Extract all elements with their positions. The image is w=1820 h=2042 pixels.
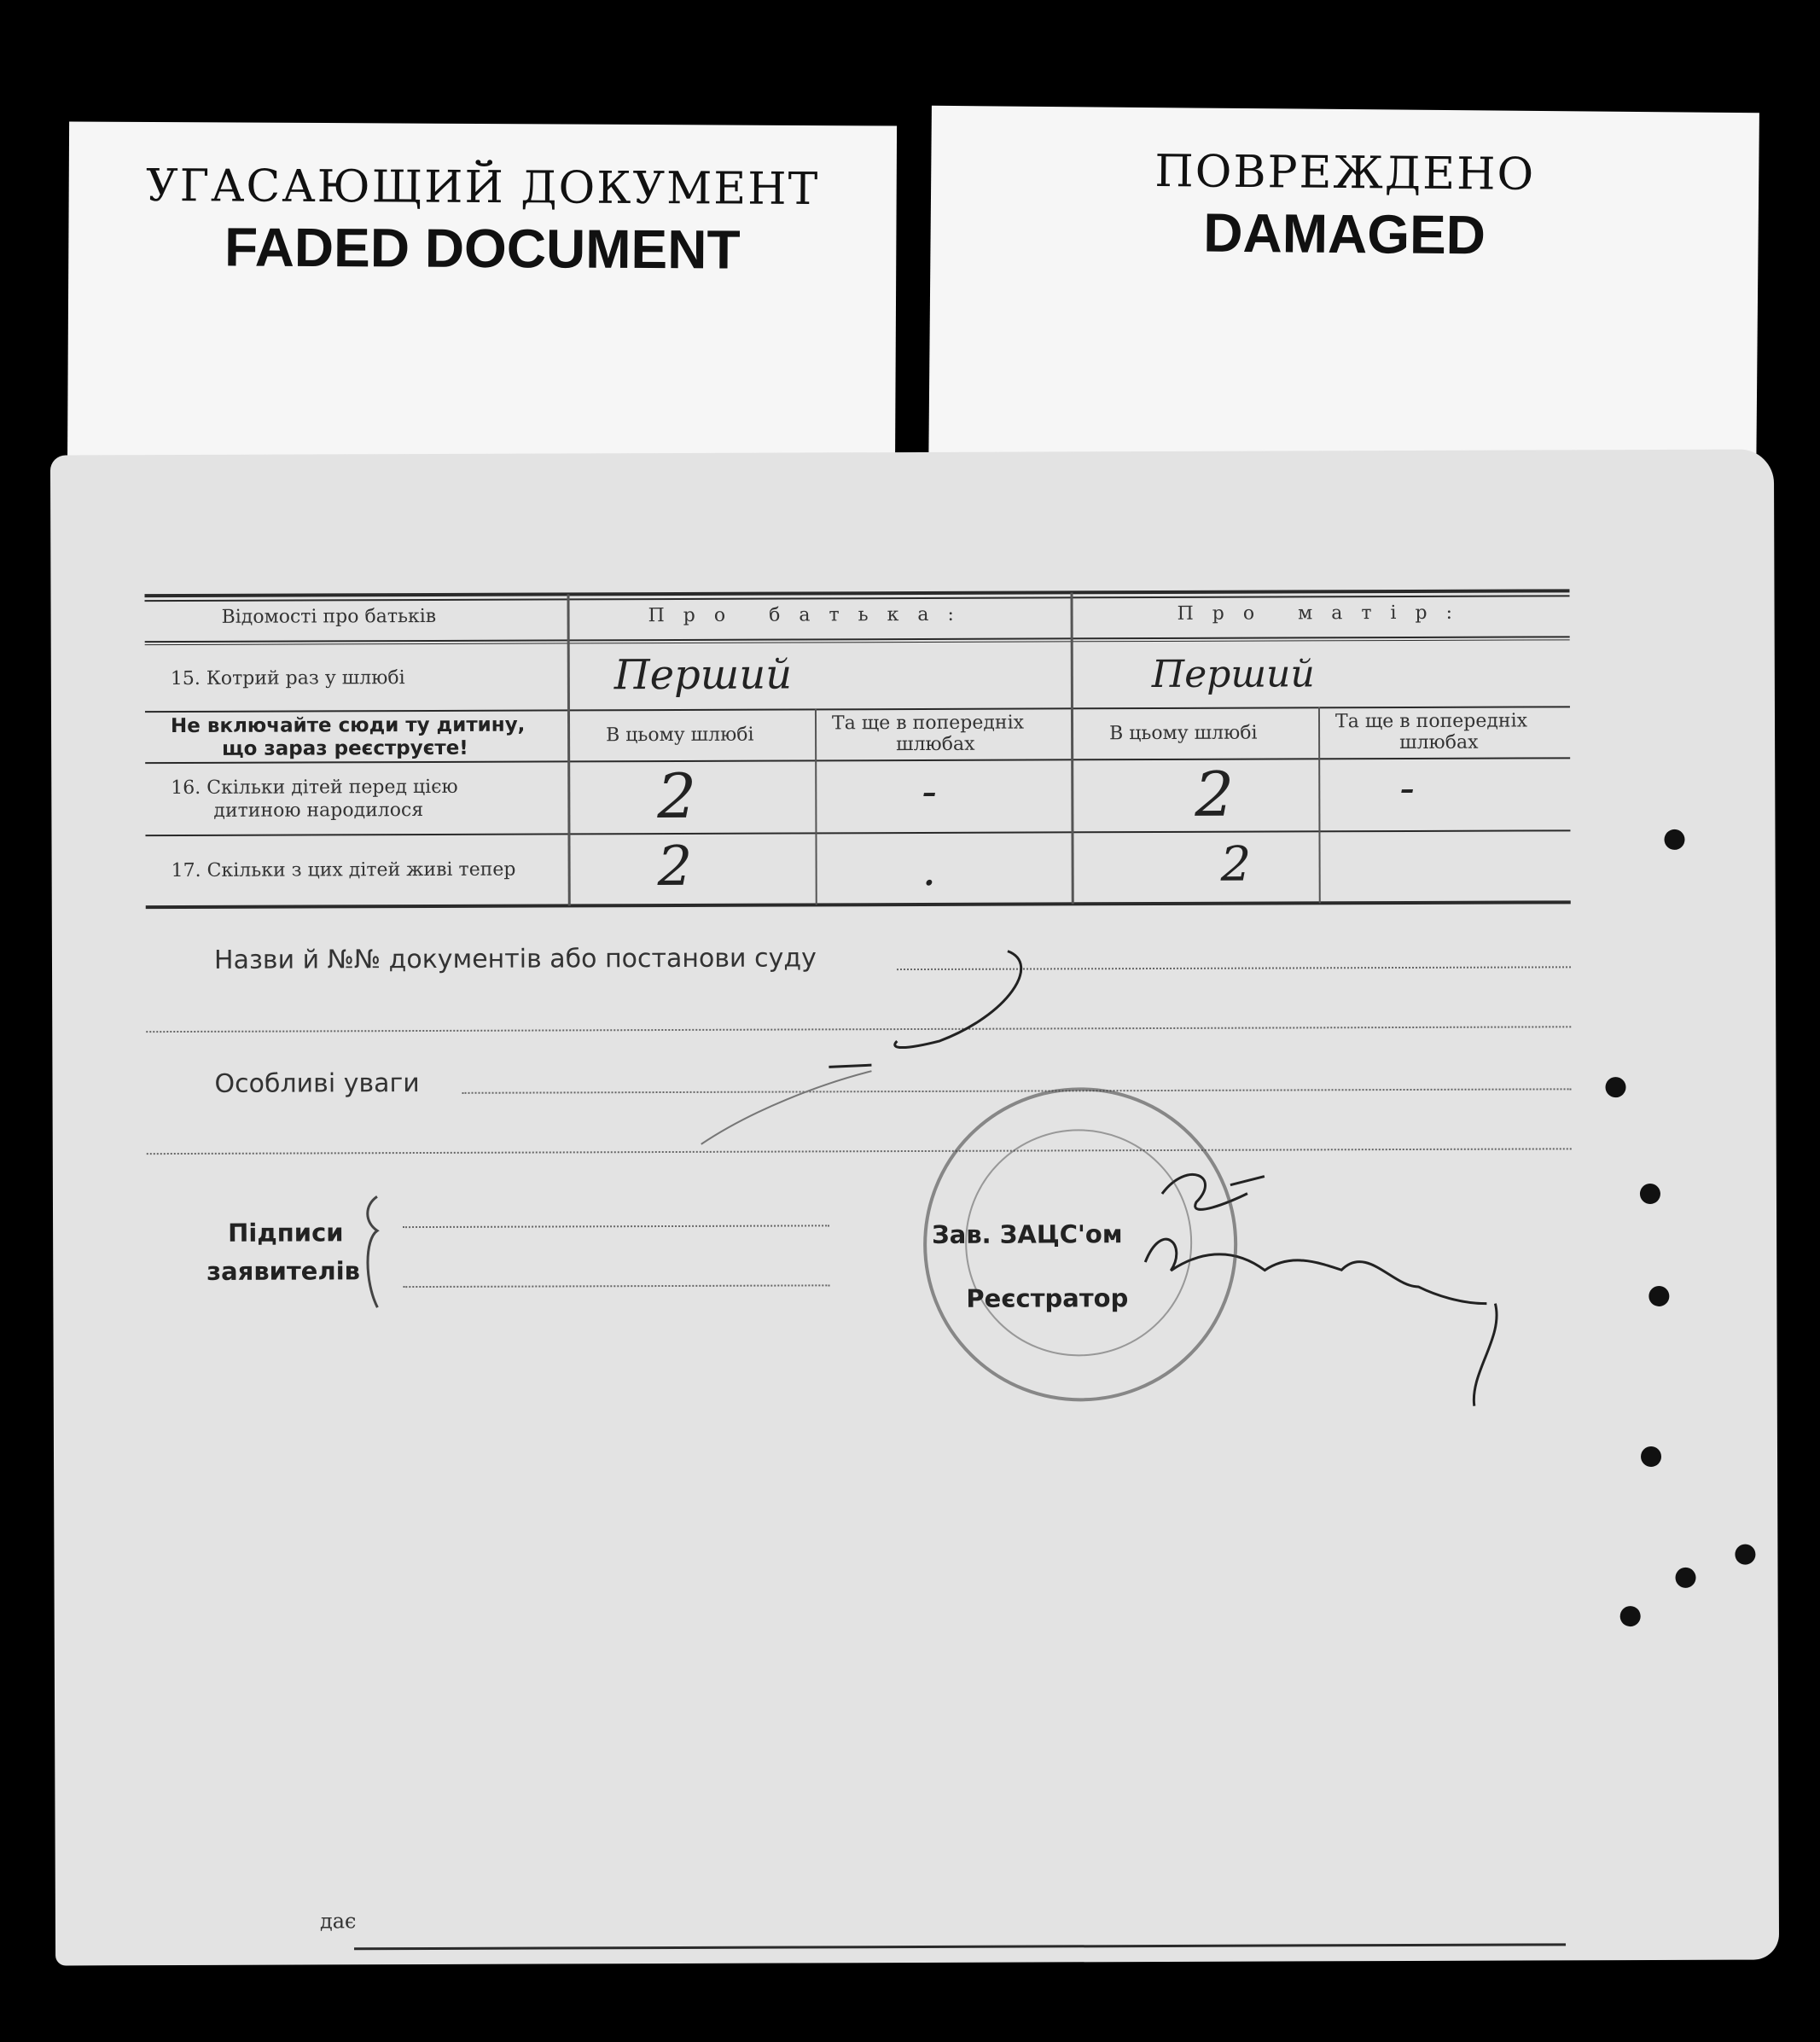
sub-father-prev-2: шлюбах: [896, 733, 975, 756]
binder-hole: [1648, 1286, 1669, 1306]
form-sheet: [50, 449, 1779, 1965]
binder-hole: [1605, 1077, 1625, 1097]
row16-label-2: дитиною народилося: [213, 800, 424, 822]
faded-label-en: FADED DOCUMENT: [224, 216, 741, 281]
faded-document-card: [67, 121, 897, 484]
damaged-label-en: DAMAGED: [1203, 201, 1486, 266]
note-line1: Не включайте сюди ту дитину,: [170, 713, 526, 738]
sub-mother-prev-1: Та ще в попередніх: [1334, 710, 1528, 733]
sub-father-prev-1: Та ще в попередніх: [831, 712, 1025, 735]
row15-father-value: Перший: [613, 650, 793, 700]
row17-mother-this: 2: [1220, 836, 1252, 893]
damaged-document-card: [928, 106, 1759, 488]
registrar-label: Реєстратор: [966, 1283, 1129, 1313]
note-line2: що зараз реєструєте!: [222, 736, 468, 760]
documents-label: Назви й №№ документів або постанови суду: [213, 943, 817, 975]
signatures-label-2: заявителів: [206, 1256, 361, 1286]
row17-father-prev: .: [922, 844, 937, 896]
head-label: Зав. ЗАЦС'ом: [932, 1219, 1123, 1249]
row16-father-prev: -: [922, 765, 937, 817]
row16-mother-this: 2: [1195, 758, 1235, 830]
row16-label-1: 16. Скільки дітей перед цією: [171, 776, 458, 800]
dash-stroke-1: [894, 951, 1021, 1048]
row17-father-this: 2: [657, 835, 693, 899]
signatures-brace: [368, 1196, 378, 1307]
row15-label: 15. Котрий раз у шлюбі: [170, 667, 405, 690]
binder-hole: [1735, 1545, 1755, 1565]
bottom-fragment: дає: [319, 1909, 357, 1934]
faint-stroke: [701, 1071, 871, 1144]
row15-mother-value: Перший: [1151, 652, 1315, 697]
header-mother: Про матір:: [1177, 602, 1472, 625]
header-col-label: Відомості про батьків: [221, 605, 437, 628]
binder-hole: [1620, 1606, 1641, 1626]
row16-father-this: 2: [657, 759, 697, 833]
sub-mother-prev-2: шлюбах: [1399, 731, 1479, 754]
dash-stroke-2: [829, 1065, 871, 1067]
row16-mother-prev: -: [1399, 762, 1415, 815]
header-father: Про батька:: [648, 603, 973, 627]
row17-label: 17. Скільки з цих дітей живі тепер: [171, 858, 516, 882]
sub-father-this: В цьому шлюбі: [606, 724, 754, 747]
damaged-label-ru: ПОВРЕЖДЕНО: [1154, 146, 1536, 201]
binder-hole: [1675, 1568, 1695, 1588]
pen-strokes: [50, 449, 1779, 1965]
binder-hole: [1640, 1184, 1660, 1204]
signatures-label-1: Підписи: [228, 1218, 344, 1248]
sub-mother-this: В цьому шлюбі: [1109, 722, 1258, 745]
binder-hole: [1664, 829, 1684, 850]
remarks-label: Особливі уваги: [214, 1068, 420, 1099]
faded-label-ru: УГАСАЮЩИЙ ДОКУМЕНТ: [145, 160, 820, 216]
binder-hole: [1641, 1446, 1661, 1467]
